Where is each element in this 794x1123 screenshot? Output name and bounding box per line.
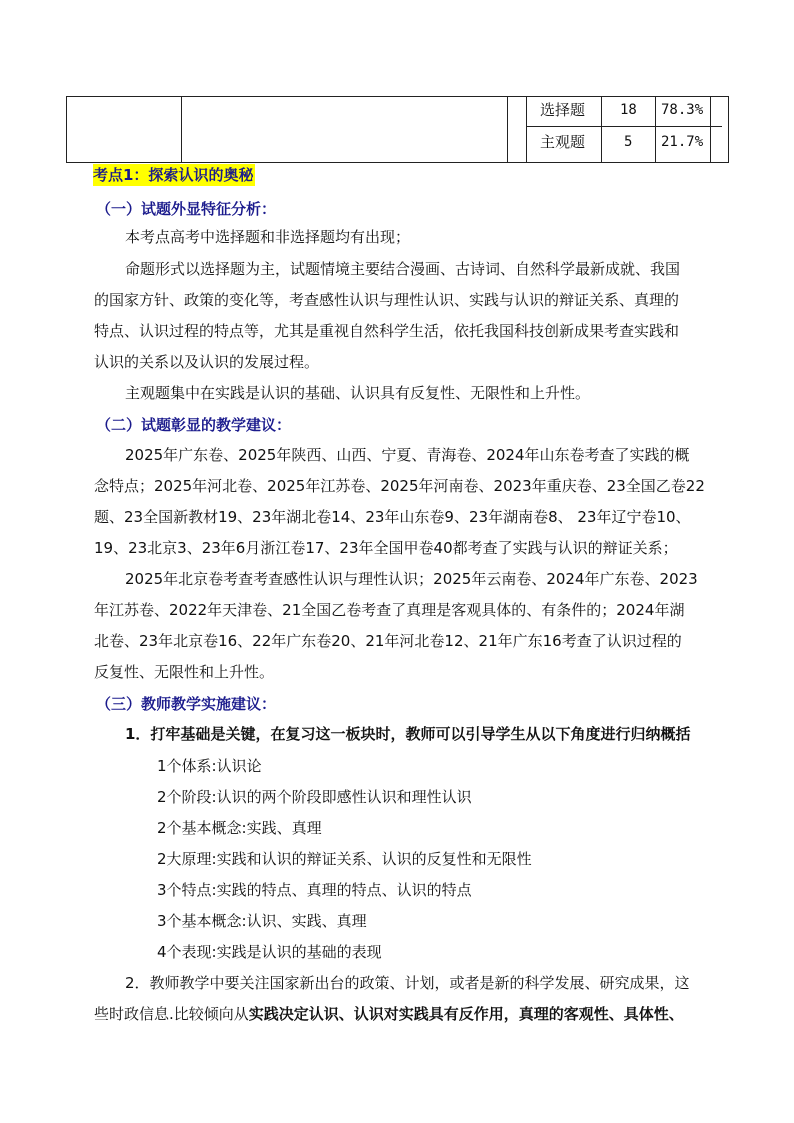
section1-line: 命题形式以选择题为主，试题情境主要结合漫画、古诗词、自然科学最新成就、我国 [125,260,681,278]
section3-item: 2大原理:实践和认识的辩证关系、认识的反复性和无限性 [157,850,532,868]
section3-item: 2个阶段:认识的两个阶段即感性认识和理性认识 [157,788,472,806]
section2-line: 2025年北京卷考查考查感性认识与理性认识；2025年云南卷、2024年广东卷、2023 [125,570,698,588]
section3-item: 3个基本概念:认识、实践、真理 [157,912,367,930]
section2-line: 题、23全国新教材19、23年湖北卷14、23年山东卷9、23年湖南卷8、 23年辽宁卷10、 [94,508,691,526]
section3-item: 4个表现:实践是认识的基础的表现 [157,943,382,961]
section3-point2-line2 [94,1004,684,1024]
section2-heading: （二）试题彰显的教学建议： [96,416,292,434]
section2-line: 反复性、无限性和上升性。 [94,663,275,681]
section2-line: 年江苏卷、2022年天津卷、21全国乙卷考查了真理是客观具体的、有条件的；2024年湖 [94,601,685,619]
section1-line: 的国家方针、政策的变化等，考查感性认识与理性认识、实践与认识的辩证关系、真理的 [94,291,680,309]
section2-line: 北卷、23年北京卷16、22年广东卷20、21年河北卷12、21年广东16考查了认识过程的 [94,632,682,650]
section1-line: 认识的关系以及认识的发展过程。 [94,353,320,371]
table-row-1-type: 选择题 [540,101,586,119]
table-row-2-percent: 21.7% [661,134,704,150]
section2-line: 19、23北京3、23年6月浙江卷17、23年全国甲卷40都考查了实践与认识的辩证关系； [94,539,678,557]
section3-item: 1个体系:认识论 [157,757,262,775]
section3-heading: （三）教师教学实施建议： [96,695,277,713]
table-row-1-count: 18 [620,102,637,118]
section3-point1: 1．打牢基础是关键，在复习这一板块时，教师可以引导学生从以下角度进行归纳概括 [125,725,691,743]
table-row-2-count: 5 [624,134,633,150]
section1-line: 特点、认识过程的特点等，尤其是重视自然科学生活，依托我国科技创新成果考查实践和 [94,322,680,340]
section1-line: 主观题集中在实践是认识的基础、认识具有反复性、无限性和上升性。 [125,384,591,402]
section1-heading: （一）试题外显特征分析： [96,200,277,218]
section3-item: 3个特点:实践的特点、真理的特点、认识的特点 [157,881,472,899]
section2-line: 2025年广东卷、2025年陕西、山西、宁夏、青海卷、2024年山东卷考查了实践的概 [125,446,690,464]
point2-normal-text: 些时政信息.比较倾向从 [94,1005,249,1023]
section3-item: 2个基本概念:实践、真理 [157,819,322,837]
table-row-2-type: 主观题 [540,133,586,151]
section2-line: 念特点；2025年河北卷、2025年江苏卷、2025年河南卷、2023年重庆卷、23全国乙卷22 [94,477,705,495]
table-row-1-percent: 78.3% [661,102,704,118]
kaodian-title: 考点1：探索认识的奥秘 [93,166,254,184]
point2-bold-text: 实践决定认识、认识对实践具有反作用，真理的客观性、具体性、 [248,1005,684,1023]
section3-point2-line1: 2．教师教学中要关注国家新出台的政策、计划，或者是新的科学发展、研究成果，这 [125,974,690,992]
section1-line: 本考点高考中选择题和非选择题均有出现； [125,228,411,246]
